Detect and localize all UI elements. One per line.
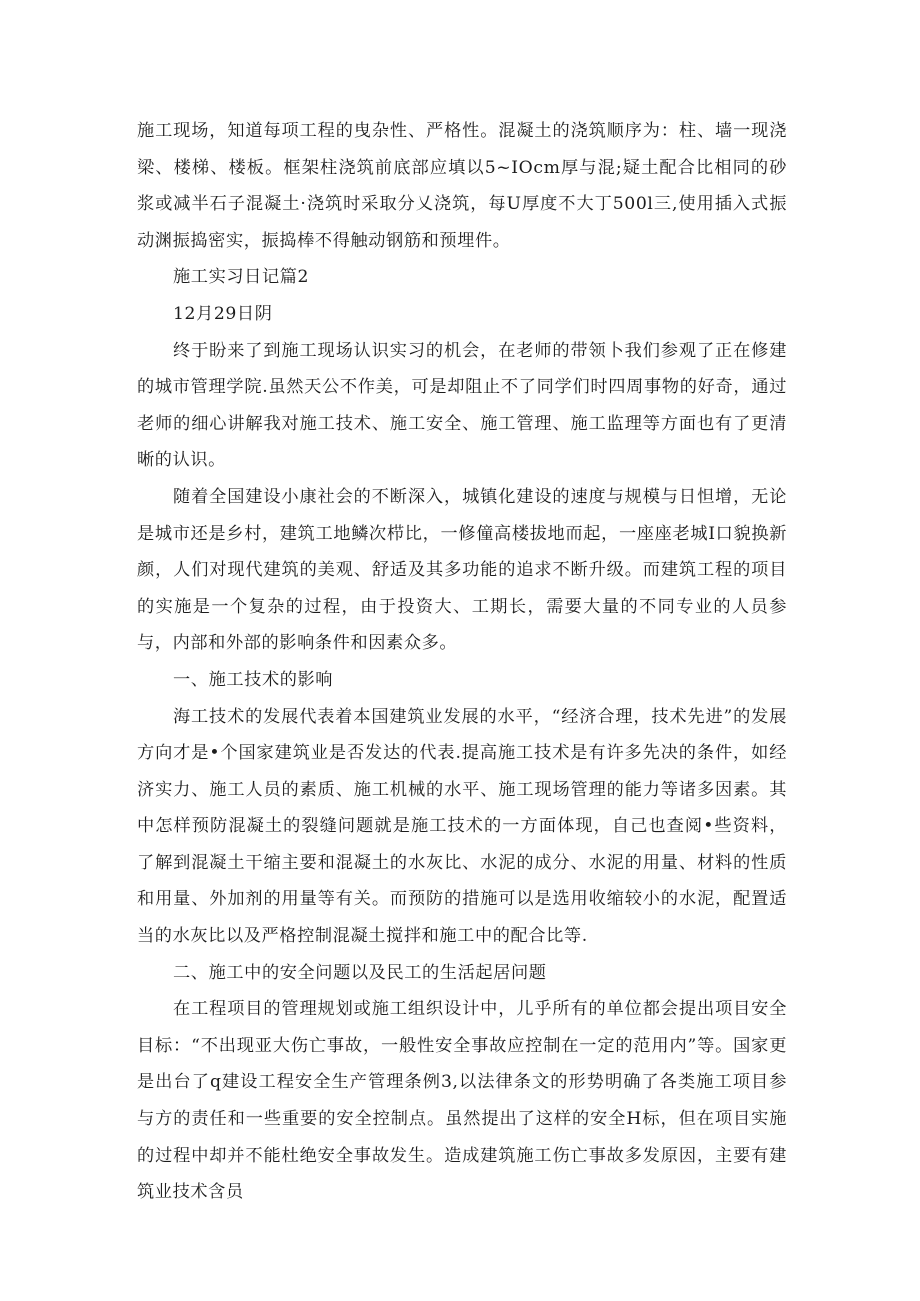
- document-body: [137, 113, 787, 1211]
- paragraph-safety: 在工程项目的管理规划或施工组织设计中，儿乎所有的单位都会提出项目安全目标：“不出现亚大伤亡事故，一般性安全事故应控制在一定的范用内”等。国家更是出台了q建设工程安全生产管理条例3,以法律条文的形势明确了各类施工项目参与方的责任和一些重要的安全控制点。虽然提出了这样的安全H标，但在项目实施的过程中却并不能杜绝安全事故发生。造成建筑施工伤亡事故多发原因，主要有建筑业技术含员: [137, 999, 787, 1203]
- heading-safety-issues: 二、施工中的安全问题以及民工的生活起居问题: [173, 962, 547, 983]
- paragraph-intro: 终于盼来了到施工现场认识实习的机会，在老师的带领卜我们参观了正在修建的城市管理学院.虽然天公不作美，可是却阻止不了同学们时四周事物的好奇，通过老师的细心讲解我对施工技术、施工安全、施工管理、施工监理等方面也有了更清晰的认识。: [137, 340, 787, 471]
- paragraph-continuation: 施工现场，知道每项工程的曳杂性、严格性。混凝土的浇筑顺序为：柱、墙一现浇梁、楼梯、楼板。框架柱浇筑前底部应填以5~IOcm厚与混;疑土配合比相同的砂浆或减半石子混凝土·浇筑时采取分乂浇筑，每U厚度不大丁500l三,使用插入式振动渊振捣密实，振捣棒不得触动钢筋和预埋件。: [137, 121, 787, 251]
- paragraph-background: 随着全国建设小康社会的不断深入，城镇化建设的速度与规模与日怛增，无论是城市还是乡村，建筑工地鳞次栉比，一修僮高楼拔地而起，一座座老城I口貌换新颜，人们对现代建筑的美观、舒适及其多功能的追求不断升级。而建筑工程的项目的实施是一个复杂的过程，由于投资大、工期长，需要大量的不同专业的人员参与，内部和外部的影响条件和因素众多。: [137, 486, 787, 654]
- diary-date: 12月29日阴: [173, 303, 273, 324]
- heading-construction-technology: 一、施工技术的影响: [173, 669, 334, 690]
- paragraph-technology: 海工技术的发展代表着本国建筑业发展的水平，“经济合理，技术先进”的发展方向才是•个国家建筑业是否发达的代表.提高施工技术是有许多先决的条件，如经济实力、施工人员的素质、施工机械的水平、施工现场管理的能力等诸多因素。其中怎样预防混凝土的裂缝问题就是施工技术的一方面体现，自己也查阅•些资料，了解到混凝土干缩主要和混凝土的水灰比、水泥的成分、水泥的用量、材料的性质和用量、外加剂的用量等有关。而预防的措施可以是选用收缩较小的水泥，配置适当的水灰比以及严格控制混凝土搅拌和施工中的配合比等.: [137, 706, 787, 947]
- section-title: 施工实习日记篇2: [173, 267, 310, 288]
